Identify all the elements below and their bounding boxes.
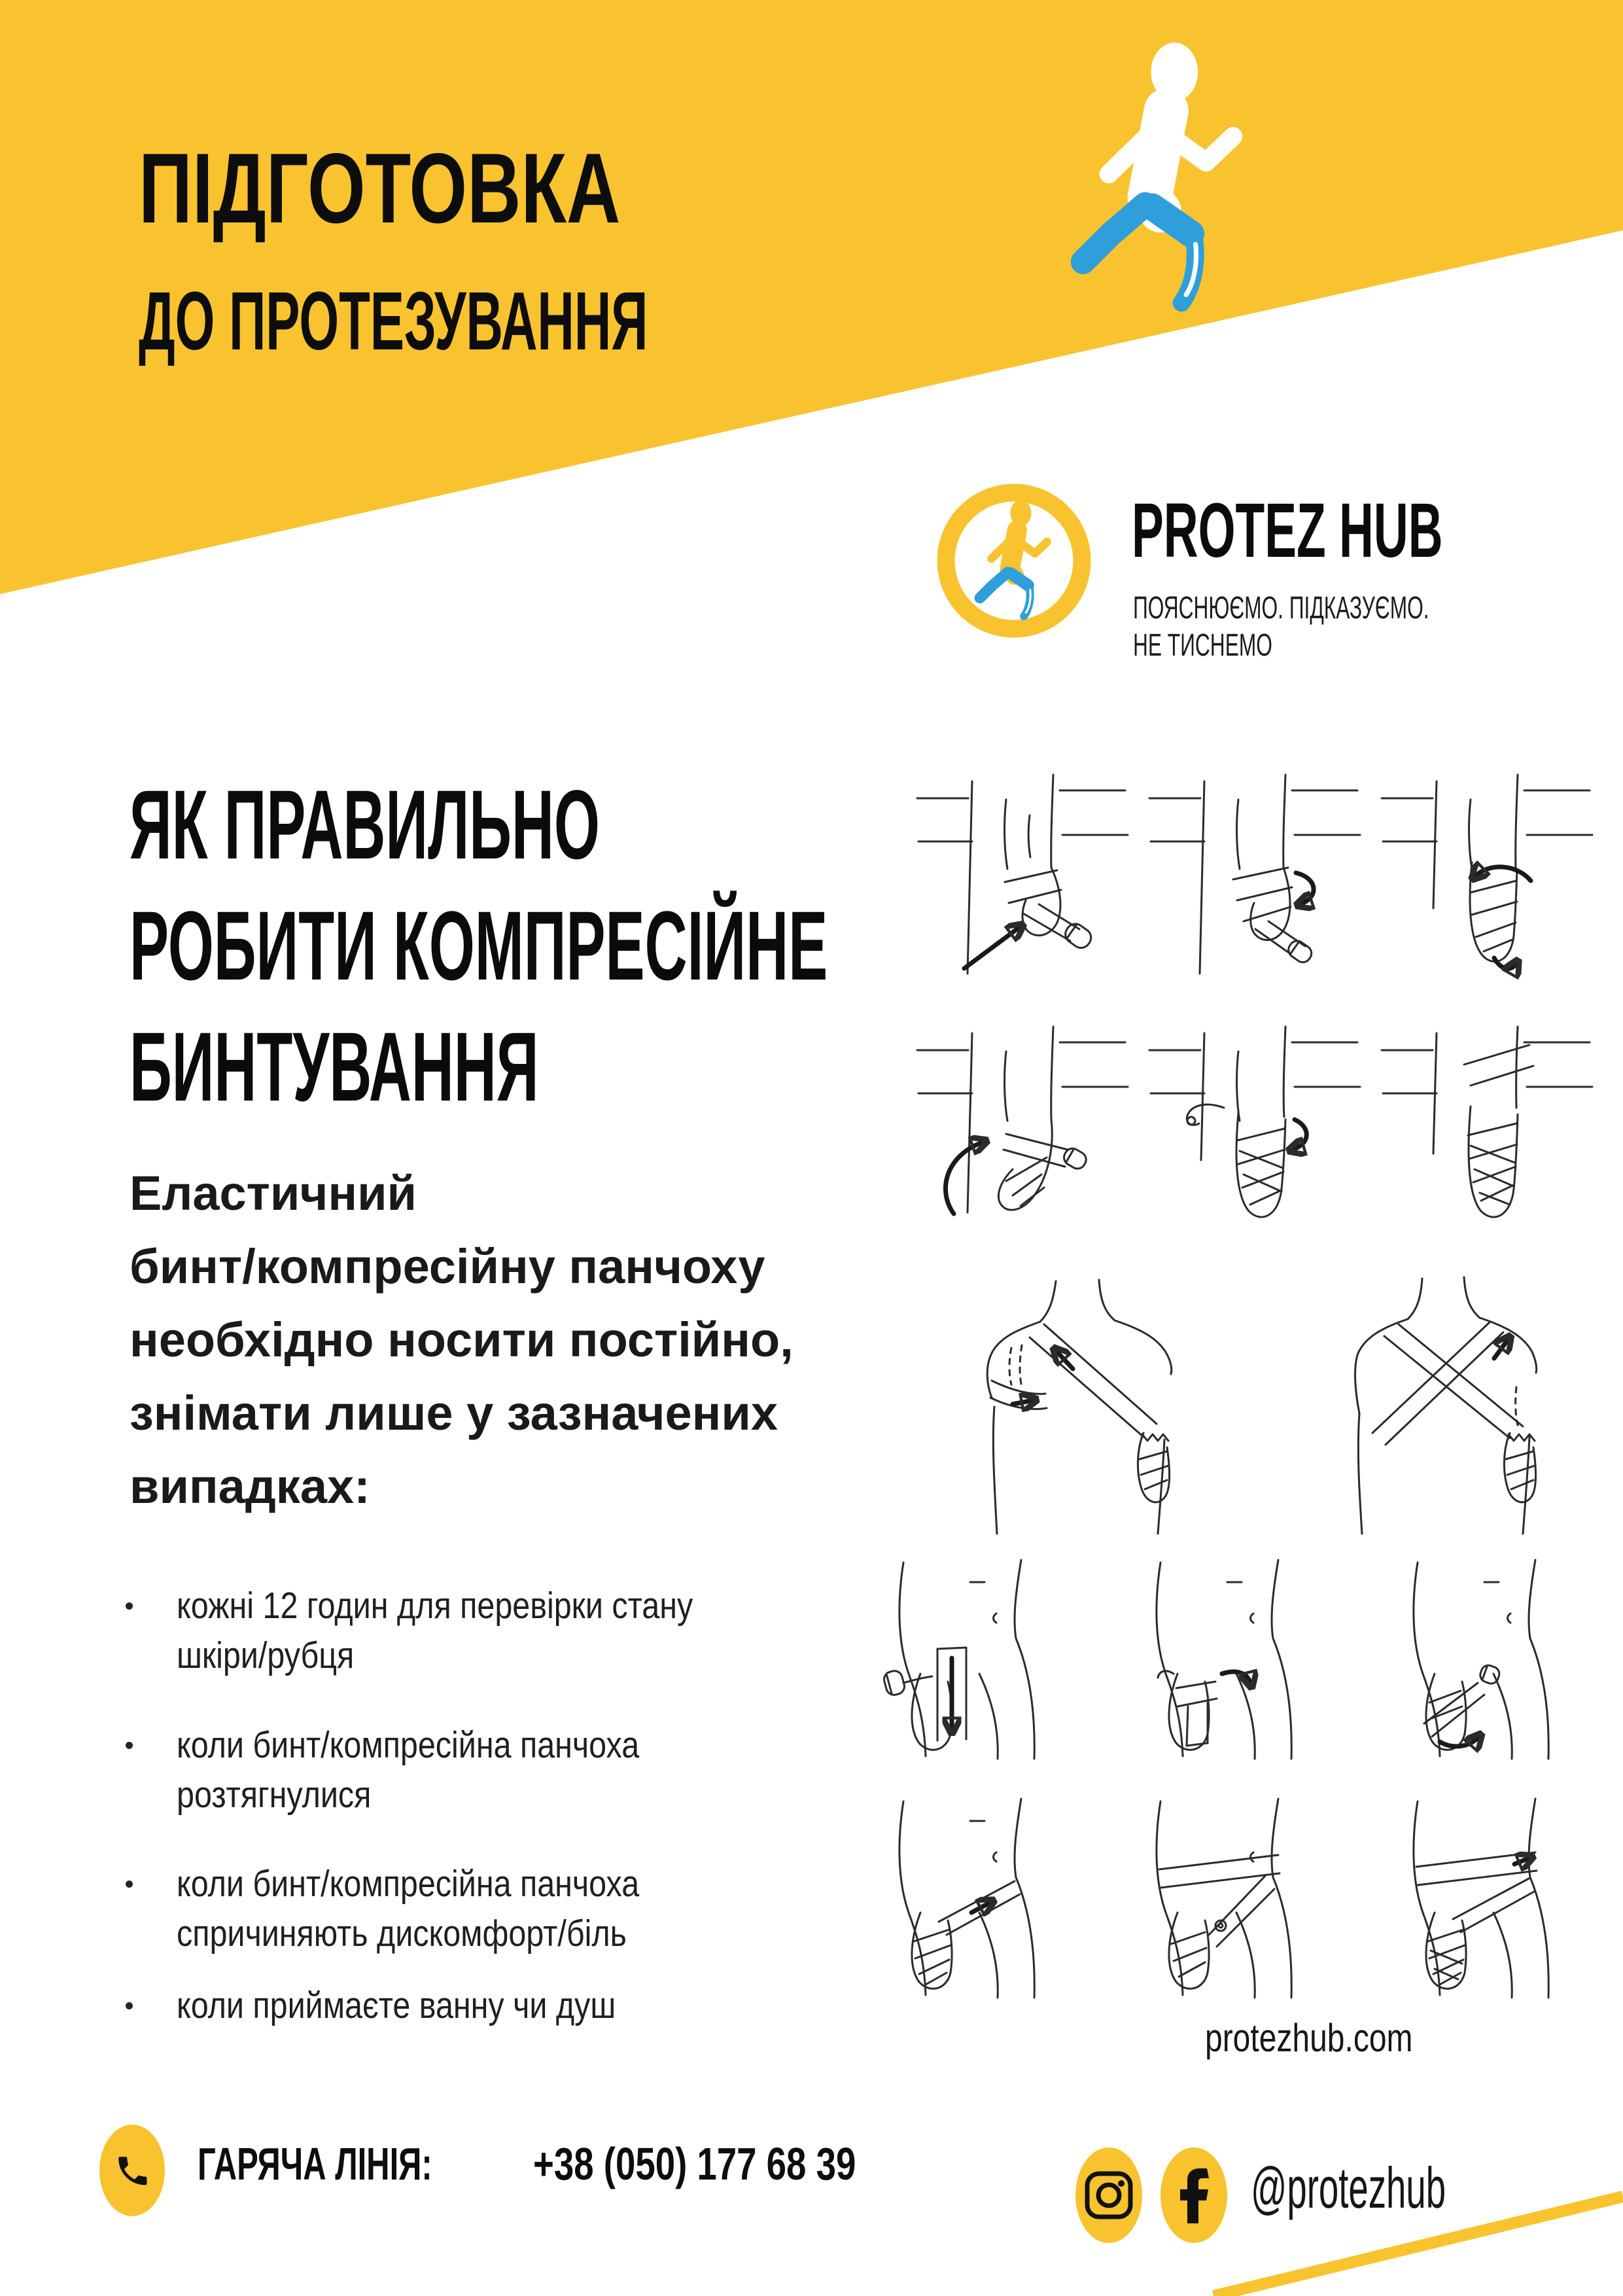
intro-line3: необхідно носити постійно, [130,1313,794,1367]
heading-line3: БИНТУВАННЯ [130,1012,539,1122]
bullet-dot [126,1742,133,1749]
runner-prosthetic-logo-icon [929,476,1099,646]
heading-line1: ЯК ПРАВИЛЬНО [130,769,600,879]
list-item-line: кожні 12 годин для перевірки стану [177,1585,693,1627]
list-item [124,1981,693,2030]
bullet-dot [126,2002,133,2009]
list-item-line: коли бинт/компресійна панчоха [177,1724,640,1766]
runner-prosthetic-icon [1041,38,1277,319]
poster-title-line1: ПІДГОТОВКА [139,133,621,244]
website-url: protezhub.com [1205,2016,1413,2060]
illustration-hip-step-5 [1157,1799,1291,1998]
list-item-line: шкіри/рубця [177,1634,355,1676]
illustration-leg-step-1 [917,775,1128,974]
illustration-hip-step-2 [1157,1560,1291,1759]
illustration-leg-step-4 [917,1027,1128,1214]
logo-name: PROTEZ HUB [1132,487,1443,574]
list-item-line: розтягнулися [177,1774,372,1816]
illustration-leg-step-6 [1382,1027,1592,1217]
intro-paragraph [130,1157,794,1523]
bullet-dot [126,1881,133,1888]
illustration-hip-step-4 [899,1799,1034,1998]
illustration-hip-step-3 [1414,1560,1548,1759]
logo-tagline-line1: ПОЯСНЮЄМО. ПІДКАЗУЄМО. [1133,591,1429,626]
list-item [124,1720,721,1820]
logo-tagline-line2: НЕ ТИСНЕМО [1133,628,1272,663]
illustration-shoulder-front [987,1280,1172,1534]
list-item-line: коли бинт/компресійна панчоха [177,1863,640,1905]
illustration-leg-step-3 [1382,775,1592,968]
social-handle: @protezhub [1251,2155,1446,2220]
hotline-label: ГАРЯЧА ЛІНІЯ: [198,2138,432,2189]
list-item-line: спричиняють дискомфорт/біль [177,1913,627,1954]
intro-line1: Еластичний [130,1166,417,1220]
poster-title-line2: ДО ПРОТЕЗУВАННЯ [139,275,648,367]
intro-line2: бинт/компресійну панчоху [130,1239,765,1294]
list-item [124,1859,721,1958]
intro-line5: випадках: [130,1459,370,1513]
illustration-shoulder-back [1355,1277,1537,1534]
intro-line4: знімати лише у зазначених [130,1386,778,1440]
list-item [124,1581,784,1680]
illustration-leg-step-5 [1149,1027,1360,1217]
illustration-shoulder-bandaging [934,1269,1621,1541]
hotline-phone-number: +38 (050) 177 68 39 [533,2138,856,2189]
illustration-hip-bandaging-steps [860,1545,1623,2004]
illustration-hip-step-1 [882,1560,1034,1759]
illustration-below-knee-bandaging-steps [908,758,1595,1245]
bullet-dot [126,1602,133,1610]
heading-line2: РОБИТИ КОМПРЕСІЙНЕ [130,891,828,1000]
list-item-line: коли приймаєте ванну чи душ [177,1985,616,2026]
bottom-diagonal-stripe [0,2179,1623,2296]
illustration-leg-step-2 [1149,775,1360,974]
illustration-hip-step-6 [1414,1799,1548,1998]
